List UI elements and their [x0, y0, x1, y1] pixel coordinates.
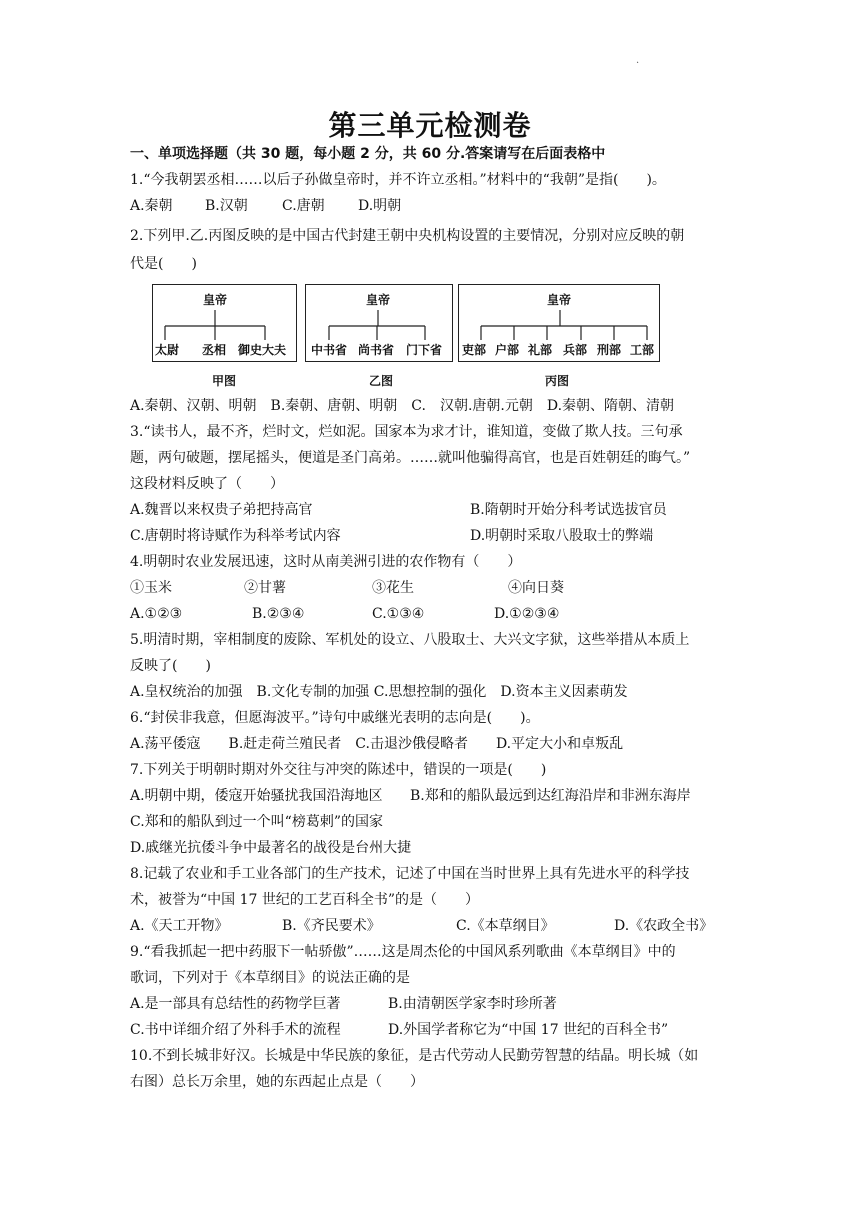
q10-stem-line2: 右图）总长万余里，她的东西起止点是（ ） [130, 1074, 424, 1090]
q1-option-c: C.唐朝 [282, 198, 325, 214]
q3-stem-line3: 这段材料反映了（ ） [130, 476, 284, 492]
q9-option-c: C.书中详细介绍了外科手术的流程 [130, 1022, 341, 1038]
diagram-jia-item: 丞相 [202, 343, 227, 357]
q8-option-c: C.《本草纲目》 [456, 918, 555, 934]
q4-item: ②甘薯 [244, 580, 286, 596]
q1-option-a: A.秦朝 [130, 198, 173, 214]
diagram-yi-item: 门下省 [406, 343, 443, 357]
q6-stem: 6.“封侯非我意，但愿海波平。”诗句中戚继光表明的志向是( )。 [130, 710, 540, 726]
q3-stem-line1: 3.“读书人，最不齐，烂时文，烂如泥。国家本为求才计，谁知道，变做了欺人技。三句承 [130, 424, 683, 440]
section-heading: 一、单项选择题（共 30 题，每小题 2 分，共 60 分.答案请写在后面表格中 [130, 146, 606, 162]
q5-stem-line1: 5.明清时期，宰相制度的废除、军机处的设立、八股取士、大兴文字狱，这些举措从本质上 [130, 632, 690, 648]
diagram-bing-item: 兵部 [563, 343, 588, 357]
q4-option-d: D.①②③④ [494, 606, 560, 622]
diagram-yi-top: 皇帝 [366, 293, 391, 307]
diagram-bing-item: 刑部 [597, 343, 622, 357]
q1-option-b: B.汉朝 [205, 198, 248, 214]
q1-option-d: D.明朝 [358, 198, 402, 214]
q7-option-b: B.郑和的船队最远到达红海沿岸和非洲东海岸 [410, 788, 691, 804]
q7-stem: 7.下列关于明朝时期对外交往与冲突的陈述中，错误的一项是( ) [130, 762, 547, 778]
diagram-bing-item: 礼部 [528, 343, 553, 357]
q9-option-a: A.是一部具有总结性的药物学巨著 [130, 996, 341, 1012]
q2-stem-line1: 2.下列甲.乙.丙图反映的是中国古代封建王朝中央机构设置的主要情况，分别对应反映的朝 [130, 228, 685, 244]
q7-option-a: A.明朝中期，倭寇开始骚扰我国沿海地区 [130, 788, 383, 804]
q3-option-b: B.隋朝时开始分科考试选拔官员 [470, 502, 667, 518]
q8-stem-line1: 8.记载了农业和手工业各部门的生产技术，记述了中国在当时世界上具有先进水平的科学技 [130, 866, 690, 882]
q7-option-c: C.郑和的船队到过一个叫“榜葛剌”的国家 [130, 814, 383, 830]
q8-stem-line2: 术，被誉为“中国 17 世纪的工艺百科全书”的是（ ） [130, 892, 480, 908]
q4-option-b: B.②③④ [252, 606, 305, 622]
q9-option-d: D.外国学者称它为“中国 17 世纪的百科全书” [388, 1022, 669, 1038]
q4-item: ③花生 [372, 580, 414, 596]
q3-option-c: C.唐朝时将诗赋作为科举考试内容 [130, 528, 341, 544]
q5-options: A.皇权统治的加强 B.文化专制的加强 C.思想控制的强化 D.资本主义因素萌发 [130, 684, 628, 700]
q10-stem-line1: 10.不到长城非好汉。长城是中华民族的象征，是古代劳动人民勤劳智慧的结晶。明长城（如 [130, 1048, 699, 1064]
diagram-yi-caption: 乙图 [369, 374, 394, 388]
q8-option-d: D.《农政全书》 [614, 918, 714, 934]
diagram-bing-item: 户部 [495, 343, 520, 357]
q8-option-b: B.《齐民要术》 [282, 918, 381, 934]
diagram-bing-item: 吏部 [462, 343, 487, 357]
diagram-jia-item: 太尉 [155, 343, 180, 357]
q4-stem: 4.明朝时农业发展迅速，这时从南美洲引进的农作物有（ ） [130, 554, 522, 570]
diagram-jia-top: 皇帝 [203, 293, 228, 307]
q3-stem-line2: 题，两句破题，摆尾摇头，便道是圣门高弟。……就叫他骗得高官，也是百姓朝廷的晦气。” [130, 450, 691, 466]
diagram-bing-top: 皇帝 [547, 293, 572, 307]
diagram-yi-item: 中书省 [311, 343, 348, 357]
q9-stem-line1: 9.“看我抓起一把中药服下一帖骄傲”……这是周杰伦的中国风系列歌曲《本草纲目》中的 [130, 944, 676, 960]
q4-option-c: C.①③④ [372, 606, 425, 622]
q9-option-b: B.由清朝医学家李时珍所著 [388, 996, 557, 1012]
diagram-bing-item: 工部 [630, 343, 655, 357]
q5-stem-line2: 反映了( ) [130, 658, 211, 674]
q3-option-a: A.魏晋以来权贵子弟把持高官 [130, 502, 313, 518]
q9-stem-line2: 歌词，下列对于《本草纲目》的说法正确的是 [130, 970, 410, 986]
q4-option-a: A.①②③ [130, 606, 183, 622]
diagram-connector-lines [0, 0, 860, 400]
page-dot: · [636, 58, 640, 69]
q1-stem: 1.“今我朝罢丞相……以后子孙做皇帝时，并不许立丞相。”材料中的“我朝”是指( )。 [130, 172, 666, 188]
q2-stem-line2: 代是( ) [130, 256, 197, 272]
q3-option-d: D.明朝时采取八股取士的弊端 [470, 528, 654, 544]
q7-option-d: D.戚继光抗倭斗争中最著名的战役是台州大捷 [130, 840, 412, 856]
diagram-jia-item: 御史大夫 [238, 343, 287, 357]
q6-options: A.荡平倭寇 B.赶走荷兰殖民者 C.击退沙俄侵略者 D.平定大小和卓叛乱 [130, 736, 624, 752]
diagram-yi-item: 尚书省 [358, 343, 395, 357]
q4-item: ①玉米 [130, 580, 172, 596]
diagram-jia-caption: 甲图 [212, 374, 237, 388]
q4-item: ④向日葵 [508, 580, 564, 596]
diagram-bing-caption: 丙图 [545, 374, 570, 388]
q2-options: A.秦朝、汉朝、明朝 B.秦朝、唐朝、明朝 C. 汉朝.唐朝.元朝 D.秦朝、隋朝、清朝 [130, 398, 675, 414]
q8-option-a: A.《天工开物》 [130, 918, 229, 934]
page-title: 第三单元检测卷 [328, 109, 532, 142]
